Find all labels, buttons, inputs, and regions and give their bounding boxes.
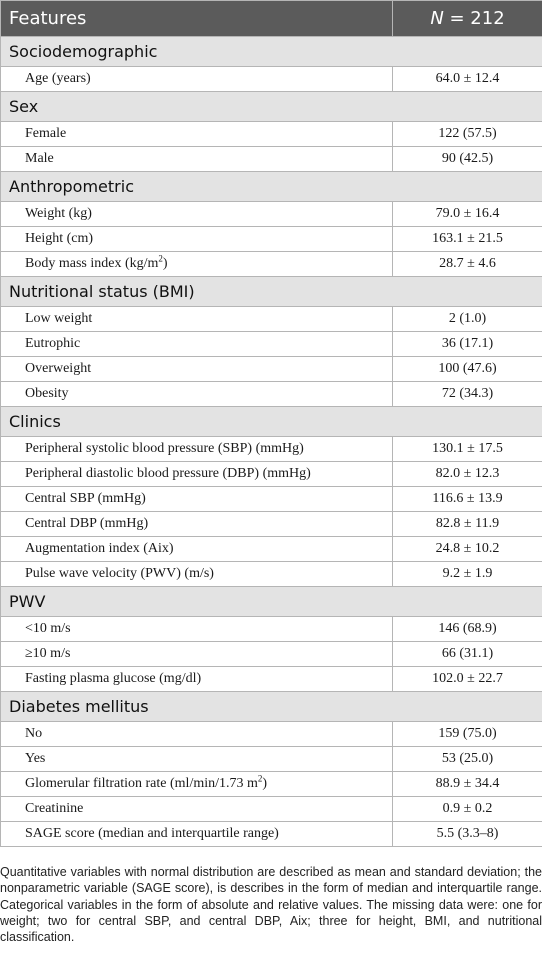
row-value: 79.0 ± 16.4 — [393, 202, 542, 227]
row-value: 66 (31.1) — [393, 642, 542, 667]
table-row — [1, 797, 542, 822]
row-value: 2 (1.0) — [393, 307, 542, 332]
table-row — [1, 67, 542, 92]
table-row — [1, 307, 542, 332]
row-label: Male — [1, 147, 393, 172]
row-label: Overweight — [1, 357, 393, 382]
row-value: 82.8 ± 11.9 — [393, 512, 542, 537]
n-header — [393, 1, 542, 37]
section-nutritional: Nutritional status (BMI) — [1, 277, 542, 307]
table-row — [1, 642, 542, 667]
row-value: 159 (75.0) — [393, 722, 542, 747]
row-label: Peripheral systolic blood pressure (SBP) (mmHg) — [1, 437, 393, 462]
section-row — [1, 407, 542, 437]
row-label: Obesity — [1, 382, 393, 407]
superscript: 2 — [158, 253, 163, 264]
table-row — [1, 357, 542, 382]
section-row — [1, 277, 542, 307]
row-value: 72 (34.3) — [393, 382, 542, 407]
row-label: No — [1, 722, 393, 747]
table-row — [1, 252, 542, 277]
row-label: Augmentation index (Aix) — [1, 537, 393, 562]
row-label — [1, 772, 393, 797]
table-row — [1, 332, 542, 357]
row-value: 163.1 ± 21.5 — [393, 227, 542, 252]
row-value: 36 (17.1) — [393, 332, 542, 357]
row-label — [1, 252, 393, 277]
section-row — [1, 692, 542, 722]
row-value: 88.9 ± 34.4 — [393, 772, 542, 797]
table-row — [1, 227, 542, 252]
row-label: Central DBP (mmHg) — [1, 512, 393, 537]
row-label: Creatinine — [1, 797, 393, 822]
table-row — [1, 747, 542, 772]
section-anthropometric: Anthropometric — [1, 172, 542, 202]
table-row — [1, 382, 542, 407]
row-label: Weight (kg) — [1, 202, 393, 227]
table-row — [1, 537, 542, 562]
row-label: Peripheral diastolic blood pressure (DBP) (mmHg) — [1, 462, 393, 487]
section-diabetes: Diabetes mellitus — [1, 692, 542, 722]
row-value: 9.2 ± 1.9 — [393, 562, 542, 587]
row-value: 100 (47.6) — [393, 357, 542, 382]
gfr-label-end: ) — [262, 776, 268, 791]
n-value: = 212 — [443, 8, 505, 29]
row-value: 102.0 ± 22.7 — [393, 667, 542, 692]
section-clinics: Clinics — [1, 407, 542, 437]
section-sex: Sex — [1, 92, 542, 122]
row-value: 24.8 ± 10.2 — [393, 537, 542, 562]
table-row — [1, 462, 542, 487]
row-label: Pulse wave velocity (PWV) (m/s) — [1, 562, 393, 587]
table-footnote: Quantitative variables with normal distribution are described as mean and standard deviation; the nonparametric variable (SAGE score), is describes in the form of median and interquartile range. Categorical variables in the form of absolute and relative values. The missing data were: one for weight; two for central SBP, and central DBP, Aix; three for height, BMI, and nutritional classification. — [0, 865, 542, 945]
row-label: Central SBP (mmHg) — [1, 487, 393, 512]
row-label: Fasting plasma glucose (mg/dl) — [1, 667, 393, 692]
table-row — [1, 487, 542, 512]
row-value: 82.0 ± 12.3 — [393, 462, 542, 487]
table-row — [1, 617, 542, 642]
row-label: Height (cm) — [1, 227, 393, 252]
features-header: Features — [1, 1, 393, 37]
table-row — [1, 722, 542, 747]
section-row — [1, 92, 542, 122]
table-row — [1, 772, 542, 797]
row-label: ≥10 m/s — [1, 642, 393, 667]
row-label: Age (years) — [1, 67, 393, 92]
table-row — [1, 822, 542, 847]
bmi-label-end: ) — [162, 256, 168, 271]
section-row — [1, 172, 542, 202]
section-row — [1, 37, 542, 67]
row-value: 53 (25.0) — [393, 747, 542, 772]
table-header-row — [1, 1, 542, 37]
row-value: 64.0 ± 12.4 — [393, 67, 542, 92]
row-value: 28.7 ± 4.6 — [393, 252, 542, 277]
table-row — [1, 147, 542, 172]
section-sociodemographic: Sociodemographic — [1, 37, 542, 67]
table-row — [1, 562, 542, 587]
table-row — [1, 667, 542, 692]
table-row — [1, 122, 542, 147]
row-value: 116.6 ± 13.9 — [393, 487, 542, 512]
section-pwv: PWV — [1, 587, 542, 617]
n-symbol: N — [430, 8, 444, 29]
row-label: <10 m/s — [1, 617, 393, 642]
row-label: Female — [1, 122, 393, 147]
row-value: 122 (57.5) — [393, 122, 542, 147]
row-label: SAGE score (median and interquartile range) — [1, 822, 393, 847]
row-label: Yes — [1, 747, 393, 772]
section-row — [1, 587, 542, 617]
table-row — [1, 512, 542, 537]
row-value: 90 (42.5) — [393, 147, 542, 172]
superscript: 2 — [257, 773, 263, 784]
row-label: Eutrophic — [1, 332, 393, 357]
table-row — [1, 202, 542, 227]
row-value: 130.1 ± 17.5 — [393, 437, 542, 462]
bmi-label-text: Body mass index (kg/m — [25, 256, 159, 271]
row-value: 146 (68.9) — [393, 617, 542, 642]
row-value: 5.5 (3.3–8) — [393, 822, 542, 847]
row-label: Low weight — [1, 307, 393, 332]
table-row — [1, 437, 542, 462]
row-value: 0.9 ± 0.2 — [393, 797, 542, 822]
gfr-label-text: Glomerular filtration rate (ml/min/1.73 m — [25, 776, 258, 791]
